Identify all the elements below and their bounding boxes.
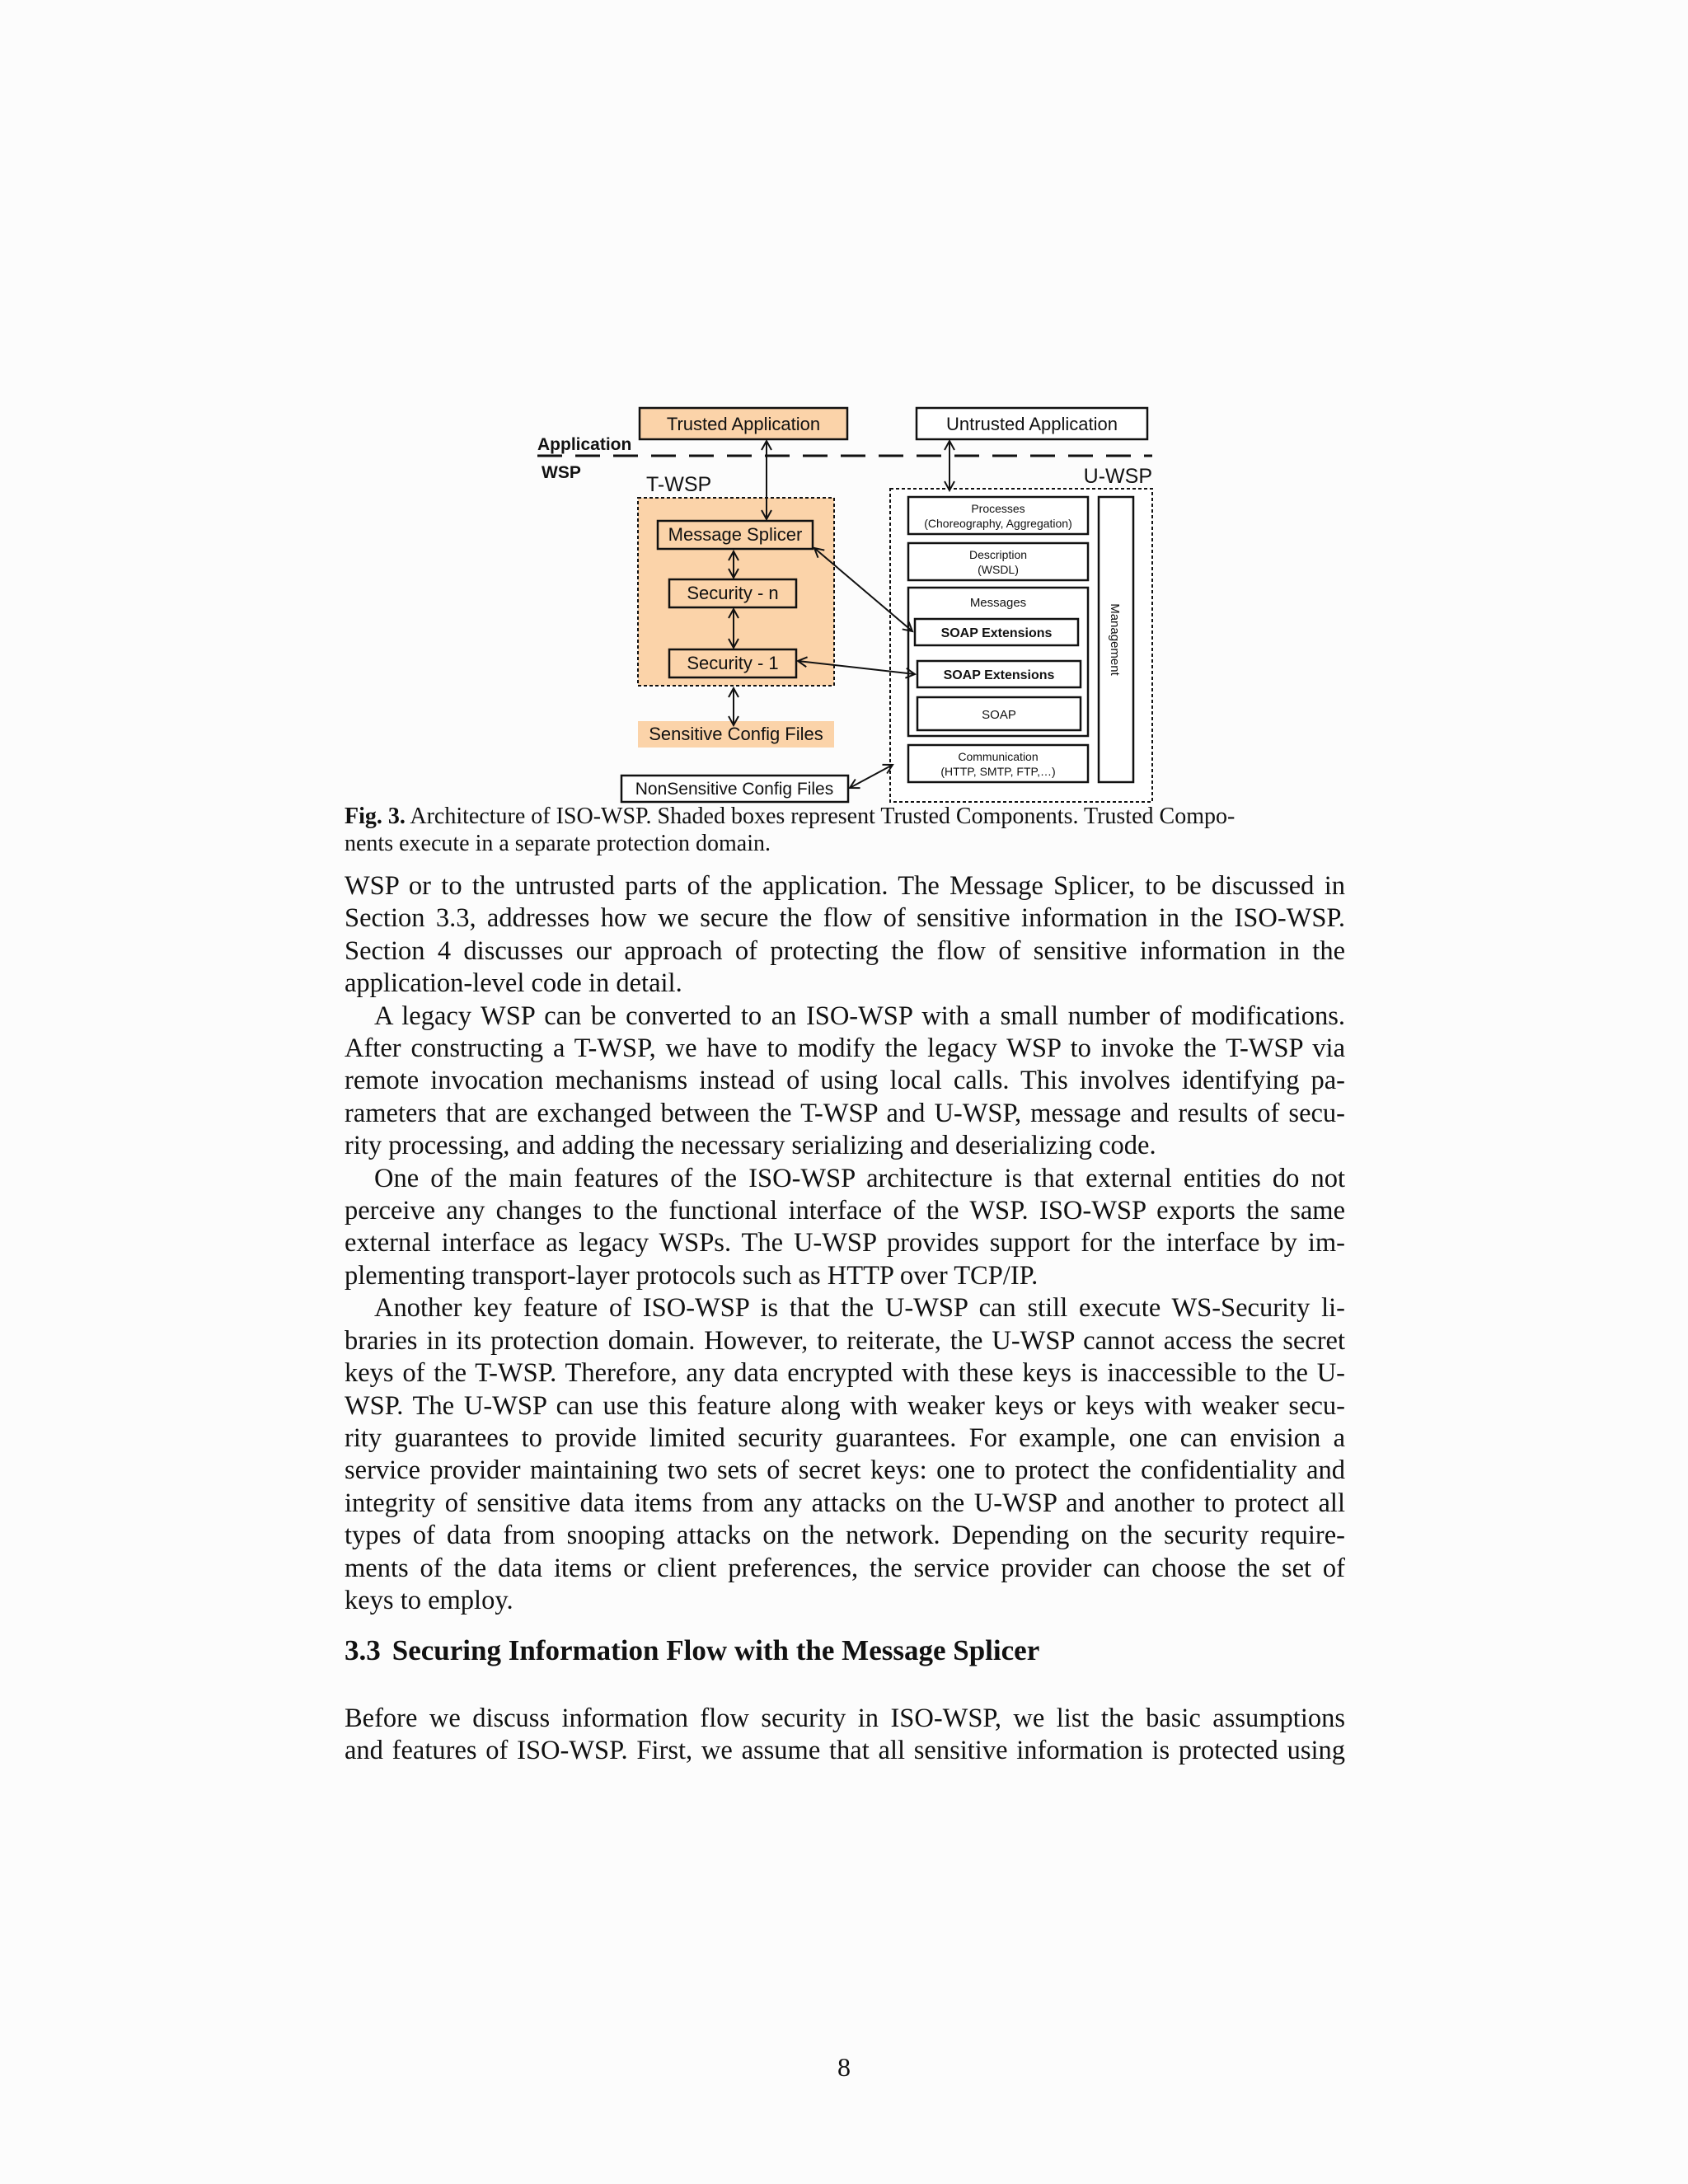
message-splicer-label: Message Splicer <box>668 524 803 545</box>
trusted-application-label: Trusted Application <box>666 414 821 434</box>
wsp-label: WSP <box>542 463 581 482</box>
communication-label: Communication <box>958 750 1039 763</box>
body-line: keys to employ. <box>345 1585 513 1615</box>
body-line: types of data from snooping attacks on the network. Depending on the security require- <box>345 1521 1345 1551</box>
body-line: and features of ISO-WSP. First, we assume that all sensitive information is protected using <box>345 1736 1345 1766</box>
architecture-diagram <box>0 0 1688 824</box>
security-n-label: Security - n <box>687 583 779 603</box>
soap-extensions-label-2: SOAP Extensions <box>943 668 1055 682</box>
body-line: WSP. The U-WSP can use this feature along with weaker keys or keys with weaker secu- <box>345 1390 1345 1421</box>
body-line: Section 3.3, addresses how we secure the flow of sensitive information in the ISO-WSP. <box>345 903 1345 934</box>
section-title: Securing Information Flow with the Message Splicer <box>392 1634 1040 1666</box>
body-line: remote invocation mechanisms instead of using local calls. This involves identifying pa- <box>345 1066 1345 1096</box>
body-line: rity processing, and adding the necessary serializing and deserializing code. <box>345 1131 1156 1161</box>
body-line: rity guarantees to provide limited security guarantees. For example, one can envision a <box>345 1422 1345 1453</box>
body-line: external interface as legacy WSPs. The U-WSP provides support for the interface by im- <box>345 1228 1345 1258</box>
description-label: Description <box>968 548 1028 561</box>
body-line: ments of the data items or client preferences, the service provider can choose the set of <box>345 1553 1345 1583</box>
body-line: A legacy WSP can be converted to an ISO-WSP with a small number of modifications. <box>374 1001 1345 1031</box>
untrusted-application-label: Untrusted Application <box>946 414 1118 434</box>
body-line: WSP or to the untrusted parts of the application. The Message Splicer, to be discussed in <box>345 871 1345 901</box>
body-line: Another key feature of ISO-WSP is that the U-WSP can still execute WS-Security li- <box>374 1293 1345 1324</box>
figure-caption <box>345 803 1317 857</box>
body-line: perceive any changes to the functional interface of the WSP. ISO-WSP exports the same <box>345 1196 1345 1226</box>
management-label: Management <box>1108 603 1122 676</box>
arrow-nonsensitive-config-communication <box>850 765 893 788</box>
body-line: Before we discuss information flow security in ISO-WSP, we list the basic assumptions <box>345 1704 1345 1733</box>
nonsensitive-config-label: NonSensitive Config Files <box>635 780 834 799</box>
body-line: After constructing a T-WSP, we have to modify the legacy WSP to invoke the T-WSP via <box>345 1033 1345 1064</box>
body-line: plementing transport-layer protocols such as HTTP over TCP/IP. <box>345 1260 1039 1291</box>
body-line: braries in its protection domain. However, to reiterate, the U-WSP cannot access the secret <box>345 1325 1345 1356</box>
soap-extensions-label-1: SOAP Extensions <box>940 626 1053 640</box>
sensitive-config-label: Sensitive Config Files <box>649 724 823 744</box>
body-line: One of the main features of the ISO-WSP architecture is that external entities do not <box>374 1163 1345 1193</box>
section-body-text <box>345 1703 1345 1768</box>
t-wsp-label: T-WSP <box>646 473 712 496</box>
figure-caption-line1: Architecture of ISO-WSP. Shaded boxes represent Trusted Components. Trusted Compo- <box>410 804 1236 829</box>
figure-caption-line2: nents execute in a separate protection domain. <box>345 831 771 856</box>
messages-label: Messages <box>969 596 1027 610</box>
body-line: keys of the T-WSP. Therefore, any data encrypted with these keys is inaccessible to the U- <box>345 1358 1345 1389</box>
body-line: application-level code in detail. <box>345 968 682 999</box>
communication-sublabel: (HTTP, SMTP, FTP,…) <box>940 765 1056 778</box>
security-1-label: Security - 1 <box>687 653 779 673</box>
description-sublabel: (WSDL) <box>978 563 1019 576</box>
body-line: rameters that are exchanged between the T-WSP and U-WSP, message and results of secu- <box>345 1098 1345 1128</box>
section-heading <box>345 1633 1039 1668</box>
figure-caption-label: Fig. 3. <box>345 804 406 829</box>
body-line: Section 4 discusses our approach of protecting the flow of sensitive information in the <box>345 935 1345 966</box>
application-label: Application <box>537 435 632 454</box>
u-wsp-label: U-WSP <box>1083 465 1152 488</box>
architecture-figure <box>0 0 1688 824</box>
page-number: 8 <box>837 2052 851 2082</box>
body-text <box>345 870 1345 1617</box>
body-line: integrity of sensitive data items from any attacks on the U-WSP and another to protect all <box>345 1488 1345 1518</box>
soap-label: SOAP <box>982 708 1016 722</box>
processes-sublabel: (Choreography, Aggregation) <box>924 517 1072 530</box>
section-number: 3.3 <box>345 1634 381 1666</box>
body-line: service provider maintaining two sets of secret keys: one to protect the confidentiality and <box>345 1455 1345 1486</box>
processes-label: Processes <box>971 502 1025 515</box>
